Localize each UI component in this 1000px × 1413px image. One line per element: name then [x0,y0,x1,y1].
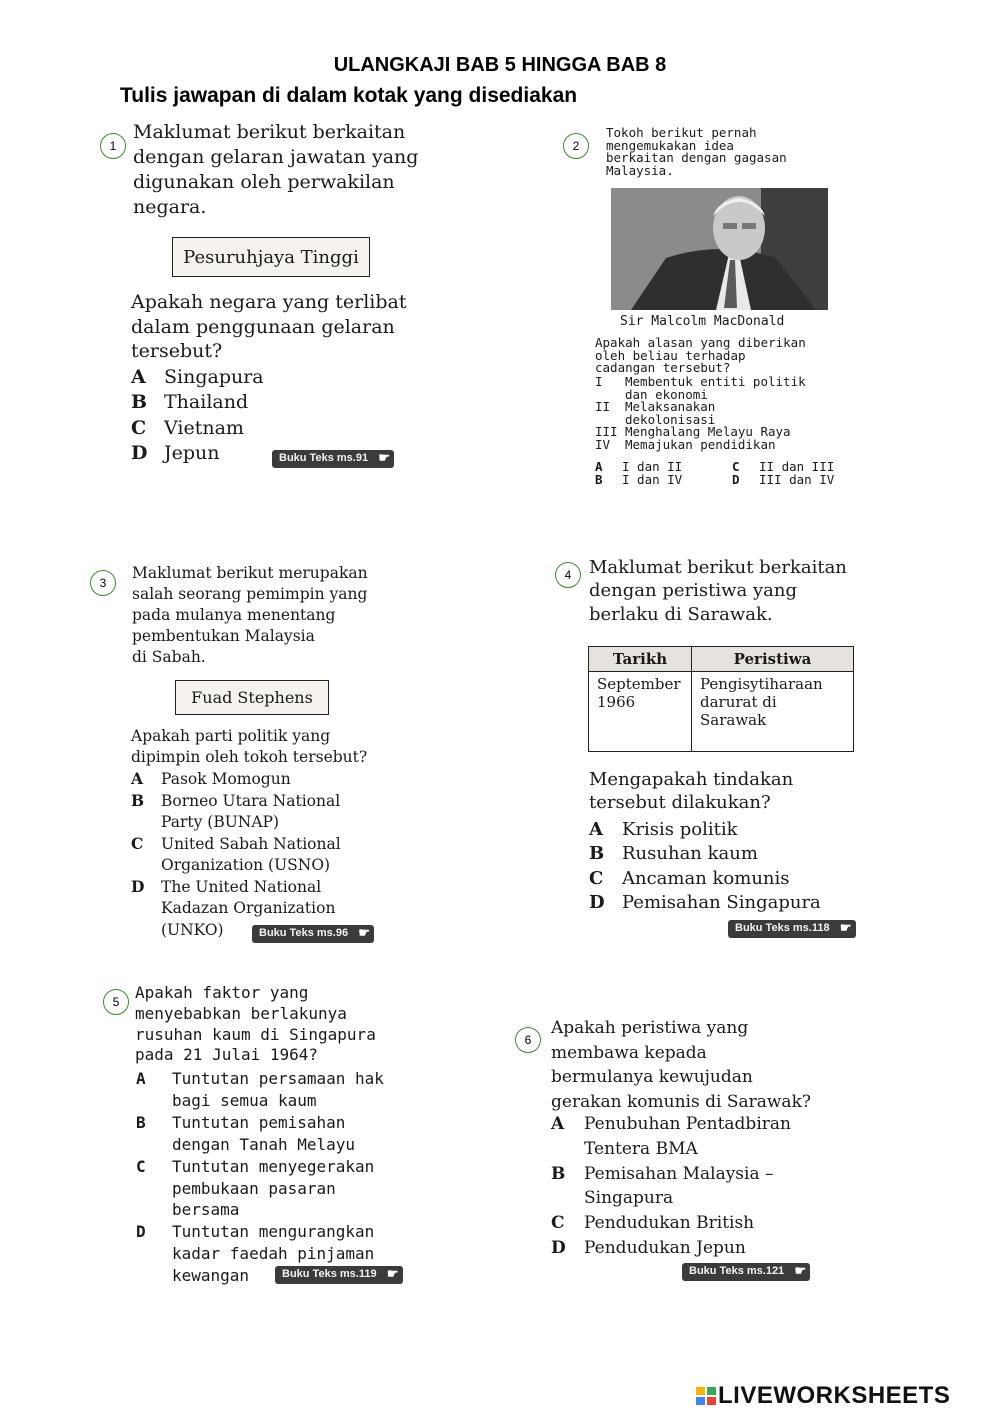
question-1-stem: Maklumat berikut berkaitan dengan gelaran jawatan yang digunakan oleh perwakilan negara. [133,121,419,219]
question-1-options [131,365,264,467]
question-3-options: A Pasok Momogun B Borneo Utara National Party (BUNAP) C United Sabah National Organization (USNO) D The United National Kadazan Organization (UNKO) [131,769,341,939]
question-3-boxed-term: Fuad Stephens [175,680,329,715]
question-2-number: 2 [563,133,589,159]
question-1-boxed-term: Pesuruhjaya Tinggi [172,237,370,277]
question-5-options: A Tuntutan persamaan hak bagi semua kaum B Tuntutan pemisahan dengan Tanah Melayu C Tuntutan menyegerakan pembukaan pasaran bersama D Tuntutan mengurangkan kadar faedah pinjaman kewangan [136,1069,384,1286]
question-3-stem: Maklumat berikut merupakan salah seorang pemimpin yang pada mulanya menentang pembentukan Malaysia di Sabah. [132,564,368,667]
question-1-prompt: Apakah negara yang terlibat dalam penggunaan gelaran tersebut? [131,291,407,363]
question-5-textbook-ref: Buku Teks ms.119 ☛ [275,1266,403,1284]
pointer-hand-icon: ☛ [794,1263,807,1278]
question-4-stem: Maklumat berikut berkaitan dengan peristiwa yang berlaku di Sarawak. [589,557,847,625]
question-3-prompt: Apakah parti politik yang dipimpin oleh tokoh tersebut? [131,727,368,767]
option-a: A Singapura [131,366,264,388]
table-cell-date: September 1966 [589,672,692,752]
question-3-textbook-ref: Buku Teks ms.96 ☛ [252,925,374,943]
question-2-prompt: Apakah alasan yang diberikan oleh beliau terhadap cadangan tersebut? [595,335,806,375]
question-4-textbook-ref: Buku Teks ms.118 ☛ [728,920,856,938]
portrait-photo [611,188,828,310]
photo-caption: Sir Malcolm MacDonald [620,314,785,329]
page-title: ULANGKAJI BAB 5 HINGGA BAB 8 [333,54,667,76]
instruction-text: Tulis jawapan di dalam kotak yang disediakan [120,84,578,107]
question-4-number: 4 [555,562,581,588]
question-2-options: A I dan II C II dan III B I dan IV D III dan IV [595,459,835,488]
question-6-options: A Penubuhan Pentadbiran Tentera BMA B Pemisahan Malaysia – Singapura C Pendudukan British D Pendudukan Jepun [551,1114,791,1259]
pointer-hand-icon: ☛ [358,925,371,940]
question-5-stem: Apakah faktor yang menyebabkan berlakunya rusuhan kaum di Singapura pada 21 Julai 1964? [135,983,376,1065]
question-2-statements: I Membentuk entiti politik dan ekonomi II Melaksanakan dekolonisasi III Menghalang Melayu Raya IV Memajukan pendidikan [595,374,806,452]
question-6-number: 6 [515,1027,541,1053]
pointer-hand-icon: ☛ [386,1266,399,1281]
question-1-number: 1 [100,133,126,159]
question-2-stem: Tokoh berikut pernah mengemukakan idea berkaitan dengan gagasan Malaysia. [606,125,787,178]
table-header-event: Peristiwa [692,647,854,672]
question-3-number: 3 [90,570,116,596]
option-c: C Vietnam [131,416,244,439]
option-d: D Jepun [131,442,220,465]
liveworksheets-logo: LIVEWORKSHEETS [696,1382,950,1410]
question-4-table [588,646,854,752]
liveworksheets-logo-icon [696,1387,716,1405]
question-6-stem: Apakah peristiwa yang membawa kepada bermulanya kewujudan gerakan komunis di Sarawak? [551,1018,811,1112]
pointer-hand-icon: ☛ [378,450,391,465]
option-b: B Thailand [131,391,249,414]
table-header-date: Tarikh [589,647,692,672]
question-6-textbook-ref: Buku Teks ms.121 ☛ [682,1263,810,1281]
question-4-prompt: Mengapakah tindakan tersebut dilakukan? [589,769,794,814]
pointer-hand-icon: ☛ [839,920,852,935]
table-cell-event: Pengisytiharaan darurat di Sarawak [692,672,854,752]
question-5-number: 5 [103,989,129,1015]
question-4-options: A Krisis politik B Rusuhan kaum C Ancaman komunis D Pemisahan Singapura [589,819,821,914]
person-portrait-icon [611,188,828,310]
question-1-textbook-ref: Buku Teks ms.91 ☛ [272,450,394,468]
